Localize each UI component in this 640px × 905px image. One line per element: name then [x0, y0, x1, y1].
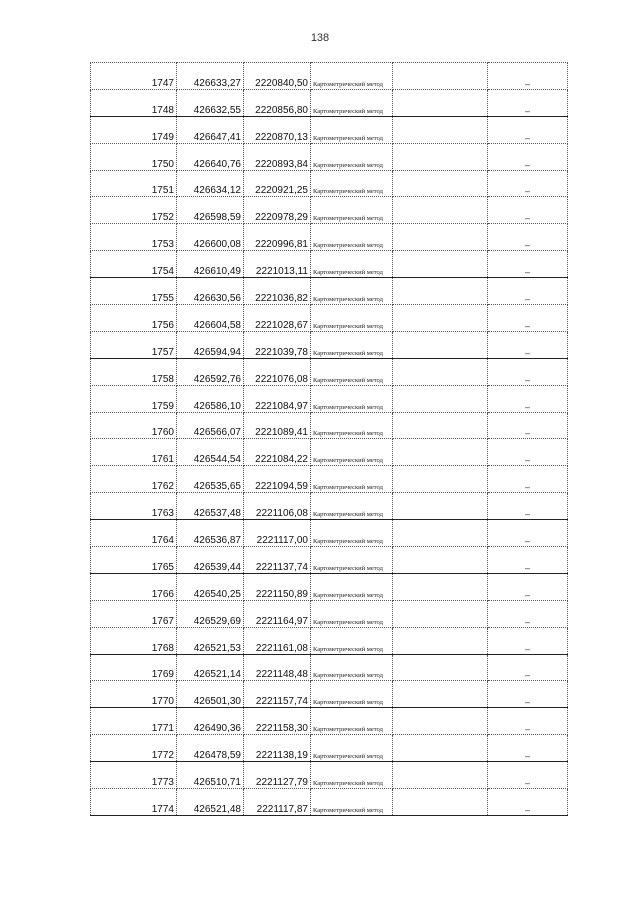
- method-cell: Картометрический метод: [311, 600, 393, 627]
- coordinates-table: [90, 62, 568, 816]
- x-coordinate-cell: 426647,41: [177, 116, 244, 143]
- blank-cell: [393, 358, 488, 385]
- dash-cell: –: [488, 735, 568, 762]
- x-coordinate-cell: 426592,76: [177, 358, 244, 385]
- table-row: [91, 708, 568, 735]
- x-coordinate-cell: 426490,36: [177, 708, 244, 735]
- method-cell: Картометрический метод: [311, 439, 393, 466]
- dash-cell: –: [488, 358, 568, 385]
- blank-cell: [393, 278, 488, 305]
- point-number-cell: 1764: [91, 520, 177, 547]
- x-coordinate-cell: 426536,87: [177, 520, 244, 547]
- method-cell: Картометрический метод: [311, 573, 393, 600]
- point-number-cell: 1755: [91, 278, 177, 305]
- method-cell: Картометрический метод: [311, 520, 393, 547]
- y-coordinate-cell: 2220978,29: [244, 197, 311, 224]
- point-number-cell: 1757: [91, 331, 177, 358]
- y-coordinate-cell: 2221161,08: [244, 627, 311, 654]
- x-coordinate-cell: 426604,58: [177, 305, 244, 332]
- table-row: [91, 412, 568, 439]
- dash-cell: –: [488, 89, 568, 116]
- dash-cell: –: [488, 251, 568, 278]
- dash-cell: –: [488, 520, 568, 547]
- table-row: [91, 520, 568, 547]
- point-number-cell: 1753: [91, 224, 177, 251]
- dash-cell: –: [488, 493, 568, 520]
- y-coordinate-cell: 2221028,67: [244, 305, 311, 332]
- x-coordinate-cell: 426633,27: [177, 63, 244, 90]
- blank-cell: [393, 681, 488, 708]
- dash-cell: –: [488, 466, 568, 493]
- y-coordinate-cell: 2221138,19: [244, 735, 311, 762]
- x-coordinate-cell: 426501,30: [177, 681, 244, 708]
- point-number-cell: 1760: [91, 412, 177, 439]
- method-cell: Картометрический метод: [311, 654, 393, 681]
- dash-cell: –: [488, 116, 568, 143]
- x-coordinate-cell: 426510,71: [177, 762, 244, 789]
- point-number-cell: 1754: [91, 251, 177, 278]
- table-row: [91, 63, 568, 90]
- blank-cell: [393, 89, 488, 116]
- table-row: [91, 493, 568, 520]
- x-coordinate-cell: 426529,69: [177, 600, 244, 627]
- blank-cell: [393, 63, 488, 90]
- y-coordinate-cell: 2221137,74: [244, 547, 311, 574]
- y-coordinate-cell: 2221036,82: [244, 278, 311, 305]
- blank-cell: [393, 197, 488, 224]
- y-coordinate-cell: 2220996,81: [244, 224, 311, 251]
- y-coordinate-cell: 2221150,89: [244, 573, 311, 600]
- method-cell: Картометрический метод: [311, 627, 393, 654]
- blank-cell: [393, 573, 488, 600]
- x-coordinate-cell: 426521,14: [177, 654, 244, 681]
- dash-cell: –: [488, 600, 568, 627]
- page-number: 138: [310, 32, 330, 44]
- point-number-cell: 1751: [91, 170, 177, 197]
- table-row: [91, 331, 568, 358]
- dash-cell: –: [488, 789, 568, 816]
- table-row: [91, 224, 568, 251]
- blank-cell: [393, 331, 488, 358]
- dash-cell: –: [488, 278, 568, 305]
- table-row: [91, 654, 568, 681]
- point-number-cell: 1766: [91, 573, 177, 600]
- y-coordinate-cell: 2221127,79: [244, 762, 311, 789]
- table-row: [91, 735, 568, 762]
- table-row: [91, 116, 568, 143]
- x-coordinate-cell: 426600,08: [177, 224, 244, 251]
- point-number-cell: 1763: [91, 493, 177, 520]
- method-cell: Картометрический метод: [311, 708, 393, 735]
- method-cell: Картометрический метод: [311, 789, 393, 816]
- method-cell: Картометрический метод: [311, 224, 393, 251]
- blank-cell: [393, 466, 488, 493]
- method-cell: Картометрический метод: [311, 681, 393, 708]
- x-coordinate-cell: 426535,65: [177, 466, 244, 493]
- point-number-cell: 1769: [91, 654, 177, 681]
- y-coordinate-cell: 2221117,00: [244, 520, 311, 547]
- y-coordinate-cell: 2221094,59: [244, 466, 311, 493]
- x-coordinate-cell: 426640,76: [177, 143, 244, 170]
- point-number-cell: 1747: [91, 63, 177, 90]
- method-cell: Картометрический метод: [311, 197, 393, 224]
- x-coordinate-cell: 426630,56: [177, 278, 244, 305]
- blank-cell: [393, 251, 488, 278]
- dash-cell: –: [488, 573, 568, 600]
- y-coordinate-cell: 2220870,13: [244, 116, 311, 143]
- dash-cell: –: [488, 170, 568, 197]
- point-number-cell: 1774: [91, 789, 177, 816]
- dash-cell: –: [488, 681, 568, 708]
- y-coordinate-cell: 2221157,74: [244, 681, 311, 708]
- method-cell: Картометрический метод: [311, 735, 393, 762]
- x-coordinate-cell: 426478,59: [177, 735, 244, 762]
- y-coordinate-cell: 2220893,84: [244, 143, 311, 170]
- y-coordinate-cell: 2221158,30: [244, 708, 311, 735]
- blank-cell: [393, 600, 488, 627]
- table-row: [91, 789, 568, 816]
- table-row: [91, 197, 568, 224]
- table-row: [91, 251, 568, 278]
- dash-cell: –: [488, 197, 568, 224]
- point-number-cell: 1768: [91, 627, 177, 654]
- coordinates-table-body: [91, 63, 568, 816]
- point-number-cell: 1765: [91, 547, 177, 574]
- y-coordinate-cell: 2221164,97: [244, 600, 311, 627]
- table-row: [91, 466, 568, 493]
- table-row: [91, 762, 568, 789]
- y-coordinate-cell: 2220921,25: [244, 170, 311, 197]
- table-row: [91, 385, 568, 412]
- y-coordinate-cell: 2221084,22: [244, 439, 311, 466]
- point-number-cell: 1748: [91, 89, 177, 116]
- x-coordinate-cell: 426610,49: [177, 251, 244, 278]
- y-coordinate-cell: 2220840,50: [244, 63, 311, 90]
- blank-cell: [393, 493, 488, 520]
- y-coordinate-cell: 2221076,08: [244, 358, 311, 385]
- table-row: [91, 89, 568, 116]
- dash-cell: –: [488, 143, 568, 170]
- method-cell: Картометрический метод: [311, 63, 393, 90]
- table-row: [91, 358, 568, 385]
- table-row: [91, 627, 568, 654]
- y-coordinate-cell: 2220856,80: [244, 89, 311, 116]
- method-cell: Картометрический метод: [311, 305, 393, 332]
- x-coordinate-cell: 426566,07: [177, 412, 244, 439]
- blank-cell: [393, 116, 488, 143]
- dash-cell: –: [488, 224, 568, 251]
- dash-cell: –: [488, 762, 568, 789]
- point-number-cell: 1752: [91, 197, 177, 224]
- point-number-cell: 1761: [91, 439, 177, 466]
- blank-cell: [393, 385, 488, 412]
- y-coordinate-cell: 2221084,97: [244, 385, 311, 412]
- method-cell: Картометрический метод: [311, 89, 393, 116]
- x-coordinate-cell: 426634,12: [177, 170, 244, 197]
- blank-cell: [393, 170, 488, 197]
- method-cell: Картометрический метод: [311, 547, 393, 574]
- point-number-cell: 1770: [91, 681, 177, 708]
- x-coordinate-cell: 426598,59: [177, 197, 244, 224]
- table-row: [91, 681, 568, 708]
- point-number-cell: 1759: [91, 385, 177, 412]
- dash-cell: –: [488, 708, 568, 735]
- point-number-cell: 1771: [91, 708, 177, 735]
- table-row: [91, 278, 568, 305]
- x-coordinate-cell: 426586,10: [177, 385, 244, 412]
- y-coordinate-cell: 2221106,08: [244, 493, 311, 520]
- dash-cell: –: [488, 412, 568, 439]
- x-coordinate-cell: 426544,54: [177, 439, 244, 466]
- x-coordinate-cell: 426537,48: [177, 493, 244, 520]
- point-number-cell: 1750: [91, 143, 177, 170]
- blank-cell: [393, 789, 488, 816]
- y-coordinate-cell: 2221089,41: [244, 412, 311, 439]
- method-cell: Картометрический метод: [311, 385, 393, 412]
- point-number-cell: 1762: [91, 466, 177, 493]
- blank-cell: [393, 224, 488, 251]
- y-coordinate-cell: 2221117,87: [244, 789, 311, 816]
- point-number-cell: 1756: [91, 305, 177, 332]
- table-row: [91, 305, 568, 332]
- table-row: [91, 439, 568, 466]
- method-cell: Картометрический метод: [311, 358, 393, 385]
- table-row: [91, 573, 568, 600]
- dash-cell: –: [488, 627, 568, 654]
- method-cell: Картометрический метод: [311, 466, 393, 493]
- point-number-cell: 1758: [91, 358, 177, 385]
- method-cell: Картометрический метод: [311, 762, 393, 789]
- blank-cell: [393, 627, 488, 654]
- table-row: [91, 143, 568, 170]
- dash-cell: –: [488, 331, 568, 358]
- x-coordinate-cell: 426521,53: [177, 627, 244, 654]
- dash-cell: –: [488, 385, 568, 412]
- table-row: [91, 170, 568, 197]
- blank-cell: [393, 305, 488, 332]
- point-number-cell: 1772: [91, 735, 177, 762]
- blank-cell: [393, 708, 488, 735]
- point-number-cell: 1749: [91, 116, 177, 143]
- table-row: [91, 547, 568, 574]
- point-number-cell: 1767: [91, 600, 177, 627]
- method-cell: Картометрический метод: [311, 278, 393, 305]
- method-cell: Картометрический метод: [311, 412, 393, 439]
- dash-cell: –: [488, 63, 568, 90]
- method-cell: Картометрический метод: [311, 331, 393, 358]
- y-coordinate-cell: 2221013,11: [244, 251, 311, 278]
- blank-cell: [393, 762, 488, 789]
- dash-cell: –: [488, 654, 568, 681]
- blank-cell: [393, 654, 488, 681]
- blank-cell: [393, 439, 488, 466]
- blank-cell: [393, 520, 488, 547]
- dash-cell: –: [488, 305, 568, 332]
- point-number-cell: 1773: [91, 762, 177, 789]
- dash-cell: –: [488, 439, 568, 466]
- dash-cell: –: [488, 547, 568, 574]
- method-cell: Картометрический метод: [311, 251, 393, 278]
- blank-cell: [393, 412, 488, 439]
- x-coordinate-cell: 426540,25: [177, 573, 244, 600]
- x-coordinate-cell: 426539,44: [177, 547, 244, 574]
- method-cell: Картометрический метод: [311, 143, 393, 170]
- method-cell: Картометрический метод: [311, 493, 393, 520]
- x-coordinate-cell: 426632,55: [177, 89, 244, 116]
- method-cell: Картометрический метод: [311, 116, 393, 143]
- y-coordinate-cell: 2221148,48: [244, 654, 311, 681]
- blank-cell: [393, 735, 488, 762]
- blank-cell: [393, 143, 488, 170]
- table-row: [91, 600, 568, 627]
- x-coordinate-cell: 426521,48: [177, 789, 244, 816]
- x-coordinate-cell: 426594,94: [177, 331, 244, 358]
- method-cell: Картометрический метод: [311, 170, 393, 197]
- blank-cell: [393, 547, 488, 574]
- y-coordinate-cell: 2221039,78: [244, 331, 311, 358]
